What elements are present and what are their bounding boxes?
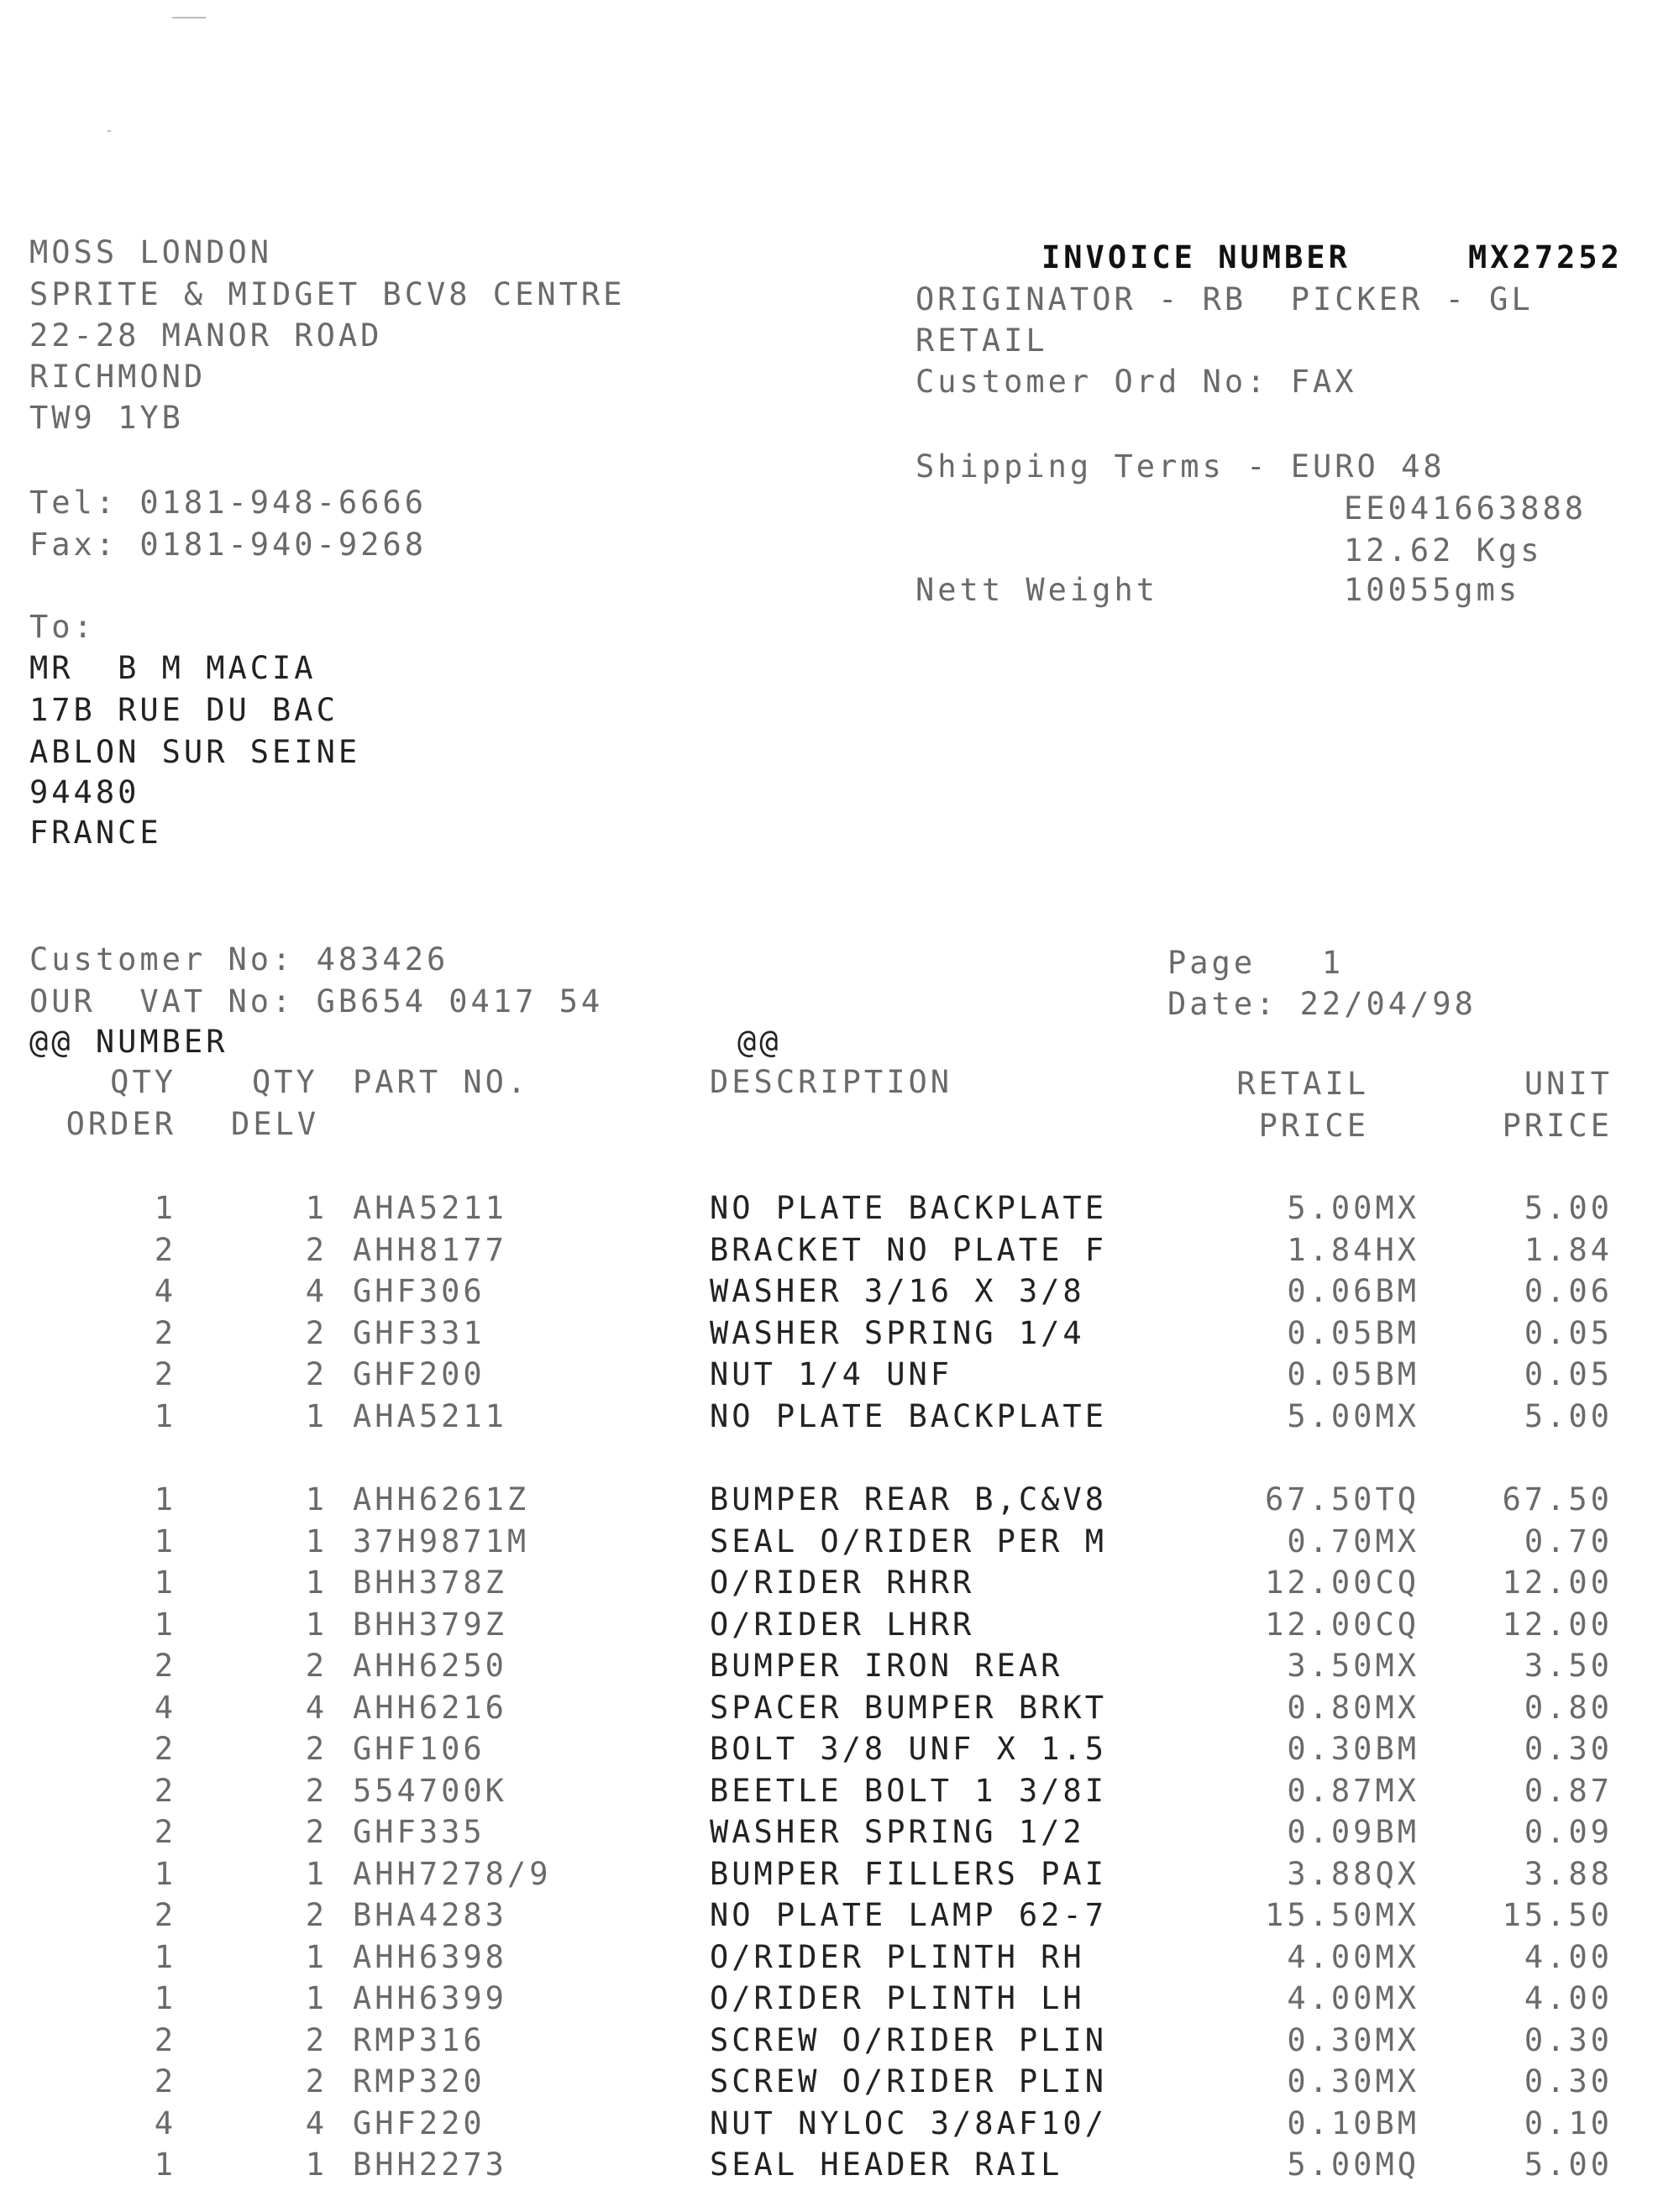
qty-order-cell: 1 (154, 1855, 176, 1892)
retail-price-cell: 0.05BM (1287, 1356, 1419, 1392)
description-cell: SEAL HEADER RAIL (710, 2146, 1063, 2183)
sender-postcode: TW9 1YB (29, 400, 184, 436)
to-label: To: (29, 609, 96, 645)
description-cell: NO PLATE BACKPLATE (710, 1190, 1107, 1226)
unit-price-cell: 0.30 (1524, 2063, 1613, 2099)
part-no-cell: BHH378Z (353, 1565, 507, 1601)
qty-order-cell: 1 (154, 1938, 176, 1975)
qty-order-cell: 1 (154, 1565, 176, 1601)
unit-price-cell: 4.00 (1524, 1980, 1613, 2016)
qty-order-cell: 4 (154, 2105, 176, 2141)
unit-price-cell: 4.00 (1524, 1938, 1613, 1975)
customer-no: Customer No: 483426 (29, 941, 449, 978)
description-cell: SPACER BUMPER BRKT (710, 1689, 1107, 1726)
recipient-name: MR B M MACIA (29, 650, 317, 686)
unit-price-cell: 5.00 (1524, 1190, 1613, 1226)
retail-price-cell: 0.30MX (1287, 2021, 1419, 2058)
qty-order-cell: 2 (154, 2021, 176, 2058)
unit-price-cell: 0.10 (1524, 2105, 1613, 2141)
sender-tel: Tel: 0181-948-6666 (29, 485, 427, 521)
description-cell: BOLT 3/8 UNF X 1.5 (710, 1731, 1107, 1767)
qty-delv-cell: 2 (305, 1897, 328, 1933)
part-no-cell: BHA4283 (353, 1897, 507, 1933)
qty-order-cell: 1 (154, 2146, 176, 2183)
retail-price-cell: 5.00MX (1287, 1190, 1419, 1226)
scan-speck (172, 17, 206, 18)
qty-order-cell: 1 (154, 1397, 176, 1434)
part-no-cell: AHH6398 (353, 1938, 507, 1975)
qty-order-cell: 1 (154, 1980, 176, 2016)
description-cell: O/RIDER LHRR (710, 1606, 975, 1643)
sender-street: 22-28 MANOR ROAD (29, 317, 383, 354)
qty-delv-cell: 1 (305, 1565, 328, 1601)
col-unit-2: PRICE (1502, 1108, 1613, 1144)
description-cell: SEAL O/RIDER PER M (710, 1523, 1107, 1559)
description-cell: WASHER 3/16 X 3/8 (710, 1273, 1085, 1309)
part-no-cell: AHA5211 (353, 1190, 507, 1226)
qty-order-cell: 2 (154, 1814, 176, 1850)
retail-price-cell: 1.84HX (1287, 1231, 1419, 1268)
recipient-street: 17B RUE DU BAC (29, 692, 338, 728)
number-label: @@ NUMBER (29, 1024, 228, 1060)
qty-delv-cell: 2 (305, 1356, 328, 1392)
description-cell: O/RIDER RHRR (710, 1565, 975, 1601)
qty-order-cell: 1 (154, 1606, 176, 1643)
qty-delv-cell: 2 (305, 1648, 328, 1684)
part-no-cell: AHA5211 (353, 1397, 507, 1434)
part-no-cell: 554700K (353, 1772, 507, 1809)
qty-delv-cell: 2 (305, 1772, 328, 1809)
originator: ORIGINATOR - RB PICKER - GL (915, 281, 1534, 317)
customer-order-no: Customer Ord No: FAX (915, 364, 1357, 400)
unit-price-cell: 0.06 (1524, 1273, 1613, 1309)
shipping-reference: EE041663888 (1344, 490, 1587, 527)
recipient-country: FRANCE (29, 815, 162, 851)
description-cell: BUMPER FILLERS PAI (710, 1855, 1107, 1892)
part-no-cell: BHH2273 (353, 2146, 507, 2183)
retail-price-cell: 3.88QX (1287, 1855, 1419, 1892)
qty-delv-cell: 1 (305, 1397, 328, 1434)
retail-price-cell: 12.00CQ (1265, 1565, 1419, 1601)
nett-weight-value: 10055gms (1344, 572, 1521, 608)
col-qty-order-2: ORDER (66, 1106, 176, 1142)
retail-price-cell: 0.80MX (1287, 1689, 1419, 1726)
col-qty-delv: QTY (252, 1064, 318, 1100)
qty-order-cell: 2 (154, 1314, 176, 1351)
part-no-cell: GHF306 (353, 1273, 485, 1309)
description-cell: O/RIDER PLINTH LH (710, 1980, 1085, 2016)
col-description: DESCRIPTION (710, 1064, 953, 1100)
retail-price-cell: 0.30BM (1287, 1731, 1419, 1767)
invoice-date: Date: 22/04/98 (1167, 986, 1477, 1022)
qty-delv-cell: 1 (305, 1938, 328, 1975)
description-cell: O/RIDER PLINTH RH (710, 1938, 1085, 1975)
part-no-cell: AHH6399 (353, 1980, 507, 2016)
sender-fax: Fax: 0181-940-9268 (29, 527, 427, 563)
description-cell: BUMPER REAR B,C&V8 (710, 1481, 1107, 1517)
qty-order-cell: 2 (154, 1731, 176, 1767)
unit-price-cell: 5.00 (1524, 2146, 1613, 2183)
qty-delv-cell: 1 (305, 1980, 328, 2016)
qty-delv-cell: 1 (305, 1190, 328, 1226)
col-retail-2: PRICE (1258, 1108, 1369, 1144)
qty-delv-cell: 4 (305, 2105, 328, 2141)
part-no-cell: GHF106 (353, 1731, 485, 1767)
col-part-no: PART NO. (353, 1064, 530, 1100)
unit-price-cell: 1.84 (1524, 1231, 1613, 1268)
qty-order-cell: 2 (154, 2063, 176, 2099)
col-qty-order: QTY (110, 1064, 176, 1100)
unit-price-cell: 3.50 (1524, 1648, 1613, 1684)
marker: @@ (737, 1024, 782, 1060)
part-no-cell: GHF200 (353, 1356, 485, 1392)
qty-delv-cell: 4 (305, 1273, 328, 1309)
qty-delv-cell: 1 (305, 1523, 328, 1559)
qty-order-cell: 2 (154, 1356, 176, 1392)
unit-price-cell: 12.00 (1502, 1565, 1613, 1601)
retail-price-cell: 4.00MX (1287, 1980, 1419, 2016)
description-cell: NO PLATE LAMP 62-7 (710, 1897, 1107, 1933)
part-no-cell: AHH7278/9 (353, 1855, 552, 1892)
retail-price-cell: 0.10BM (1287, 2105, 1419, 2141)
unit-price-cell: 0.30 (1524, 1731, 1613, 1767)
gross-weight: 12.62 Kgs (1344, 532, 1543, 569)
retail-price-cell: 0.05BM (1287, 1314, 1419, 1351)
part-no-cell: AHH8177 (353, 1231, 507, 1268)
unit-price-cell: 0.05 (1524, 1356, 1613, 1392)
retail-price-cell: 0.09BM (1287, 1814, 1419, 1850)
qty-delv-cell: 1 (305, 1606, 328, 1643)
description-cell: BEETLE BOLT 1 3/8I (710, 1772, 1107, 1809)
qty-order-cell: 1 (154, 1523, 176, 1559)
invoice-number: MX27252 (1468, 239, 1623, 275)
part-no-cell: AHH6250 (353, 1648, 507, 1684)
part-no-cell: 37H9871M (353, 1523, 530, 1559)
retail-price-cell: 0.06BM (1287, 1273, 1419, 1309)
part-no-cell: RMP316 (353, 2021, 485, 2058)
qty-delv-cell: 2 (305, 1814, 328, 1850)
part-no-cell: BHH379Z (353, 1606, 507, 1643)
qty-delv-cell: 2 (305, 2021, 328, 2058)
retail-price-cell: 15.50MX (1265, 1897, 1419, 1933)
sender-name: MOSS LONDON (29, 234, 273, 270)
part-no-cell: RMP320 (353, 2063, 485, 2099)
retail-price-cell: 0.70MX (1287, 1523, 1419, 1559)
description-cell: SCREW O/RIDER PLIN (710, 2021, 1107, 2058)
qty-delv-cell: 2 (305, 1731, 328, 1767)
sender-city: RICHMOND (29, 359, 207, 395)
sale-type: RETAIL (915, 322, 1048, 359)
qty-order-cell: 1 (154, 1481, 176, 1517)
unit-price-cell: 12.00 (1502, 1606, 1613, 1643)
description-cell: BUMPER IRON REAR (710, 1648, 1063, 1684)
retail-price-cell: 12.00CQ (1265, 1606, 1419, 1643)
retail-price-cell: 0.30MX (1287, 2063, 1419, 2099)
description-cell: NO PLATE BACKPLATE (710, 1397, 1107, 1434)
retail-price-cell: 4.00MX (1287, 1938, 1419, 1975)
invoice-number-label: INVOICE NUMBER (1041, 239, 1351, 275)
unit-price-cell: 0.30 (1524, 2021, 1613, 2058)
retail-price-cell: 3.50MX (1287, 1648, 1419, 1684)
qty-order-cell: 2 (154, 1897, 176, 1933)
unit-price-cell: 5.00 (1524, 1397, 1613, 1434)
nett-weight-label: Nett Weight (915, 572, 1159, 608)
recipient-postcode: 94480 (29, 774, 140, 810)
retail-price-cell: 5.00MX (1287, 1397, 1419, 1434)
description-cell: NUT NYLOC 3/8AF10/ (710, 2105, 1107, 2141)
recipient-city: ABLON SUR SEINE (29, 734, 361, 770)
qty-delv-cell: 1 (305, 1855, 328, 1892)
qty-delv-cell: 2 (305, 1231, 328, 1268)
unit-price-cell: 0.05 (1524, 1314, 1613, 1351)
qty-delv-cell: 4 (305, 1689, 328, 1726)
qty-order-cell: 1 (154, 1190, 176, 1226)
description-cell: WASHER SPRING 1/2 (710, 1814, 1085, 1850)
retail-price-cell: 0.87MX (1287, 1772, 1419, 1809)
unit-price-cell: 0.80 (1524, 1689, 1613, 1726)
part-no-cell: GHF220 (353, 2105, 485, 2141)
qty-delv-cell: 2 (305, 1314, 328, 1351)
qty-delv-cell: 1 (305, 1481, 328, 1517)
unit-price-cell: 0.09 (1524, 1814, 1613, 1850)
vat-no: OUR VAT No: GB654 0417 54 (29, 983, 604, 1020)
col-unit: UNIT (1524, 1066, 1613, 1102)
description-cell: NUT 1/4 UNF (710, 1356, 953, 1392)
description-cell: BRACKET NO PLATE F (710, 1231, 1107, 1268)
qty-delv-cell: 2 (305, 2063, 328, 2099)
part-no-cell: AHH6216 (353, 1689, 507, 1726)
scan-speck (108, 130, 111, 132)
qty-order-cell: 2 (154, 1648, 176, 1684)
unit-price-cell: 0.87 (1524, 1772, 1613, 1809)
qty-delv-cell: 1 (305, 2146, 328, 2183)
shipping-terms: Shipping Terms - EURO 48 (915, 448, 1445, 485)
part-no-cell: GHF335 (353, 1814, 485, 1850)
qty-order-cell: 4 (154, 1689, 176, 1726)
page-number: Page 1 (1167, 945, 1345, 981)
unit-price-cell: 67.50 (1502, 1481, 1613, 1517)
unit-price-cell: 3.88 (1524, 1855, 1613, 1892)
col-qty-delv-2: DELV (231, 1106, 320, 1142)
retail-price-cell: 67.50TQ (1265, 1481, 1419, 1517)
description-cell: WASHER SPRING 1/4 (710, 1314, 1085, 1351)
sender-line1: SPRITE & MIDGET BCV8 CENTRE (29, 276, 626, 312)
qty-order-cell: 4 (154, 1273, 176, 1309)
qty-order-cell: 2 (154, 1772, 176, 1809)
part-no-cell: AHH6261Z (353, 1481, 530, 1517)
qty-order-cell: 2 (154, 1231, 176, 1268)
unit-price-cell: 15.50 (1502, 1897, 1613, 1933)
part-no-cell: GHF331 (353, 1314, 485, 1351)
retail-price-cell: 5.00MQ (1287, 2146, 1419, 2183)
col-retail: RETAIL (1236, 1066, 1369, 1102)
description-cell: SCREW O/RIDER PLIN (710, 2063, 1107, 2099)
unit-price-cell: 0.70 (1524, 1523, 1613, 1559)
